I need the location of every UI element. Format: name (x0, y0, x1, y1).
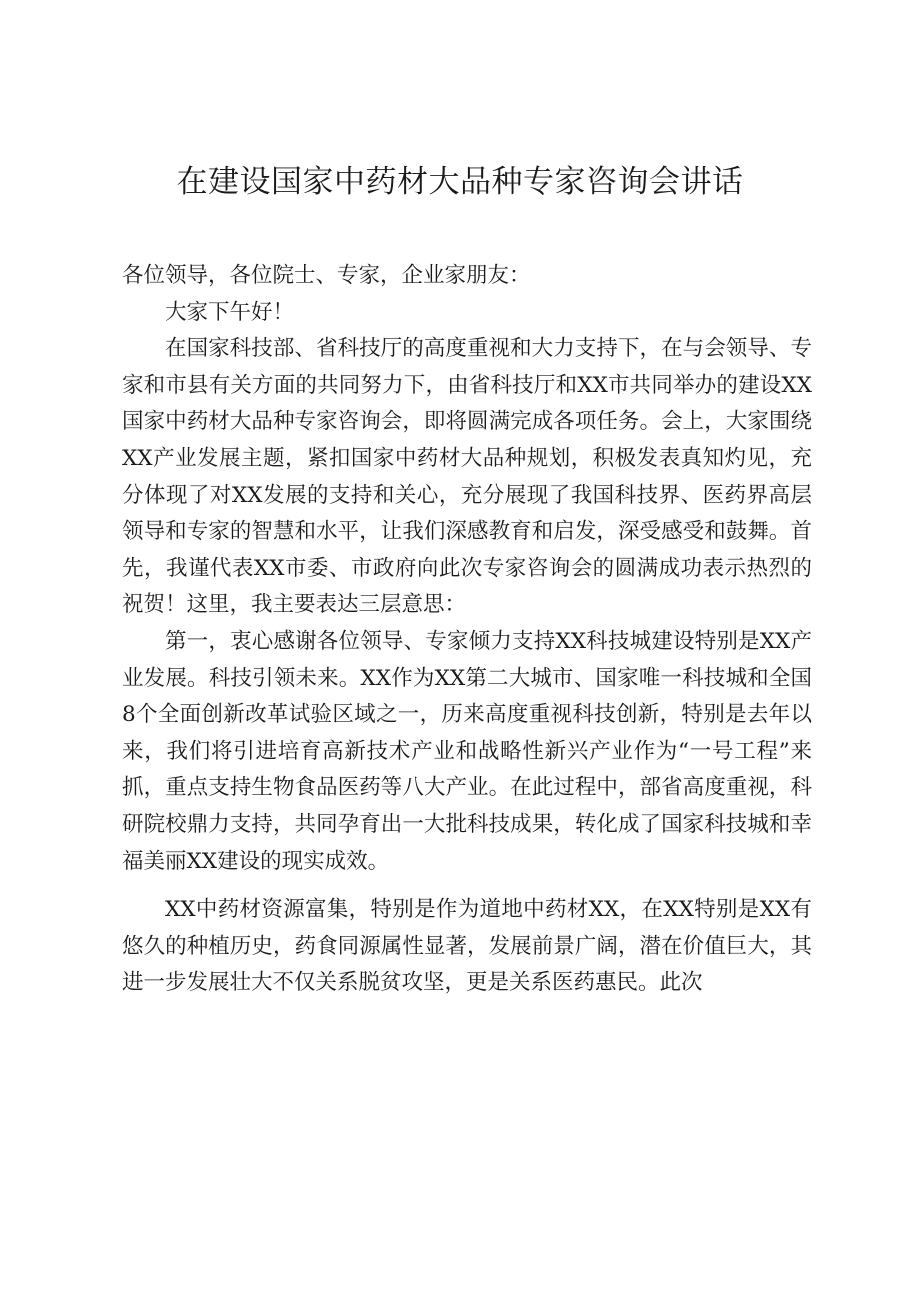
paragraph-first-point: 第一，衷心感谢各位领导、专家倾力支持XX科技城建设特别是XX产业发展。科技引领未来。XX作为XX第二大城市、国家唯一科技城和全国8个全面创新改革试验区域之一，历来高度重视科技创新，特别是去年以来，我们将引进培育高新技术产业和战略性新兴产业作为“一号工程”来抓，重点支持生物食品医药等八大产业。在此过程中，部省高度重视，科研院校鼎力支持，共同孕育出一大批科技成果，转化成了国家科技城和幸福美丽XX建设的现实成效。 (122, 628, 812, 874)
paragraph-greeting: 大家下午好！ (165, 299, 295, 325)
document-body (122, 258, 812, 1002)
salutation: 各位领导，各位院士、专家，企业家朋友： (122, 263, 531, 288)
document-title: 在建设国家中药材大品种专家咨询会讲话 (176, 164, 744, 200)
paragraph-resources: XX中药材资源富集，特别是作为道地中药材XX，在XX特别是XX有悠久的种植历史，药食同源属性显著，发展前景广阔，潜在价值巨大，其进一步发展壮大不仅关系脱贫攻坚，更是关系医药惠民。此次 (122, 897, 812, 996)
paragraph-opening: 在国家科技部、省科技厅的高度重视和大力支持下，在与会领导、专家和市县有关方面的共同努力下，由省科技厅和XX市共同举办的建设XX国家中药材大品种专家咨询会，即将圆满完成各项任务。会上，大家围绕XX产业发展主题，紧扣国家中药材大品种规划，积极发表真知灼见，充分体现了对XX发展的支持和关心，充分展现了我国科技界、医药界高层领导和专家的智慧和水平，让我们深感教育和启发，深受感受和鼓舞。首先，我谨代表XX市委、市政府向此次专家咨询会的圆满成功表示热烈的祝贺！这里，我主要表达三层意思： (122, 336, 812, 618)
